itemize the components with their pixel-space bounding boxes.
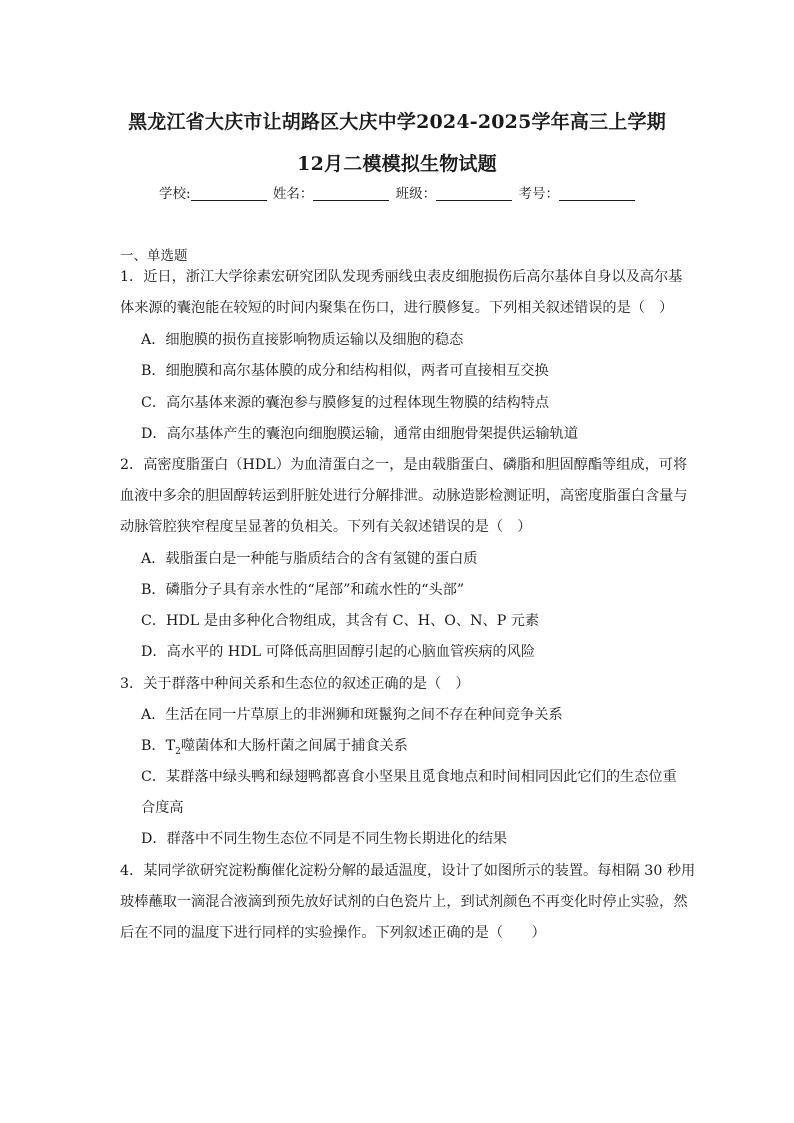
school-label: 学校:	[159, 186, 191, 202]
question-1-stem-line-2: 体来源的囊泡能在较短的时间内聚集在伤口，进行膜修复。下列相关叙述错误的是（ ）	[120, 300, 674, 316]
question-3-option-b: B．$T_2$噬菌体和大肠杆菌之间属于捕食关系	[141, 738, 408, 757]
name-field	[273, 182, 390, 202]
question-2-option-a: A．载脂蛋白是一种能与脂质结合的含有氢键的蛋白质	[141, 551, 478, 567]
question-1-stem-line-1: 1．近日，浙江大学徐素宏研究团队发现秀丽线虫表皮细胞损伤后高尔基体自身以及高尔基	[120, 269, 683, 285]
name-label: 姓名：	[272, 186, 314, 202]
question-1-option-b: B．细胞膜和高尔基体膜的成分和结构相似，两者可直接相互交换	[141, 363, 549, 379]
section-title: 一、单选题	[120, 248, 188, 264]
question-2-stem-line-2: 血液中多余的胆固醇转运到肝脏处进行分解排泄。动脉造影检测证明，高密度脂蛋白含量与	[120, 488, 688, 504]
question-1-option-d: D．高尔基体产生的囊泡向细胞膜运输，通常由细胞骨架提供运输轨道	[141, 426, 579, 442]
class-blank[interactable]	[436, 186, 512, 201]
question-4-stem-line-2: 玻棒蘸取一滴混合液滴到预先放好试剂的白色瓷片上，到试剂颜色不再变化时停止实验，然	[120, 894, 688, 910]
question-3-stem-line-1: 3．关于群落中种间关系和生态位的叙述正确的是（ ）	[120, 676, 470, 692]
exam-number-label: 考号：	[518, 186, 559, 202]
question-2-stem-line-3: 动脉管腔狭窄程度呈显著的负相关。下列有关叙述错误的是（ ）	[120, 519, 532, 535]
school-field	[159, 182, 267, 202]
exam-number-blank[interactable]	[559, 186, 635, 201]
question-3-option-c-line-1: C．某群落中绿头鸭和绿翅鸭都喜食小坚果且觅食地点和时间相同因此它们的生态位重	[141, 769, 677, 785]
school-blank[interactable]	[191, 186, 267, 201]
exam-title-line2: 12月二模模拟生物试题	[297, 153, 497, 175]
question-1-option-c: C．高尔基体来源的囊泡参与膜修复的过程体现生物膜的结构特点	[141, 395, 550, 411]
question-4-stem-line-1: 4．某同学欲研究淀粉酶催化淀粉分解的最适温度，设计了如图所示的装置。每相隔 30 秒用	[120, 863, 696, 879]
class-label: 班级：	[395, 186, 437, 202]
question-4-stem-line-3: 后在不同的温度下进行同样的实验操作。下列叙述正确的是（ ）	[120, 925, 546, 941]
exam-title-line1: 黑龙江省大庆市让胡路区大庆中学2024-2025学年高三上学期	[128, 111, 666, 133]
name-blank[interactable]	[313, 186, 389, 201]
question-2-stem-line-1: 2．高密度脂蛋白（HDL）为血清蛋白之一，是由载脂蛋白、磷脂和胆固醇酯等组成，可将	[120, 457, 688, 473]
student-info-row	[0, 182, 794, 202]
question-2-option-c: C．HDL 是由多种化合物组成，其含有 C、H、O、N、P 元素	[141, 613, 540, 629]
question-1-option-a: A．细胞膜的损伤直接影响物质运输以及细胞的稳态	[141, 332, 464, 348]
question-2-option-d: D．高水平的 HDL 可降低高胆固醇引起的心脑血管疾病的风险	[141, 644, 536, 660]
exam-number-field	[518, 182, 635, 202]
question-3-option-d: D．群落中不同生物生态位不同是不同生物长期进化的结果	[141, 831, 508, 847]
question-3-option-a: A．生活在同一片草原上的非洲狮和斑鬣狗之间不存在种间竞争关系	[141, 707, 563, 723]
question-3-option-c-line-2: 合度高	[141, 800, 184, 816]
class-field	[396, 182, 513, 202]
question-2-option-b: B．磷脂分子具有亲水性的“尾部”和疏水性的“头部”	[141, 582, 465, 598]
